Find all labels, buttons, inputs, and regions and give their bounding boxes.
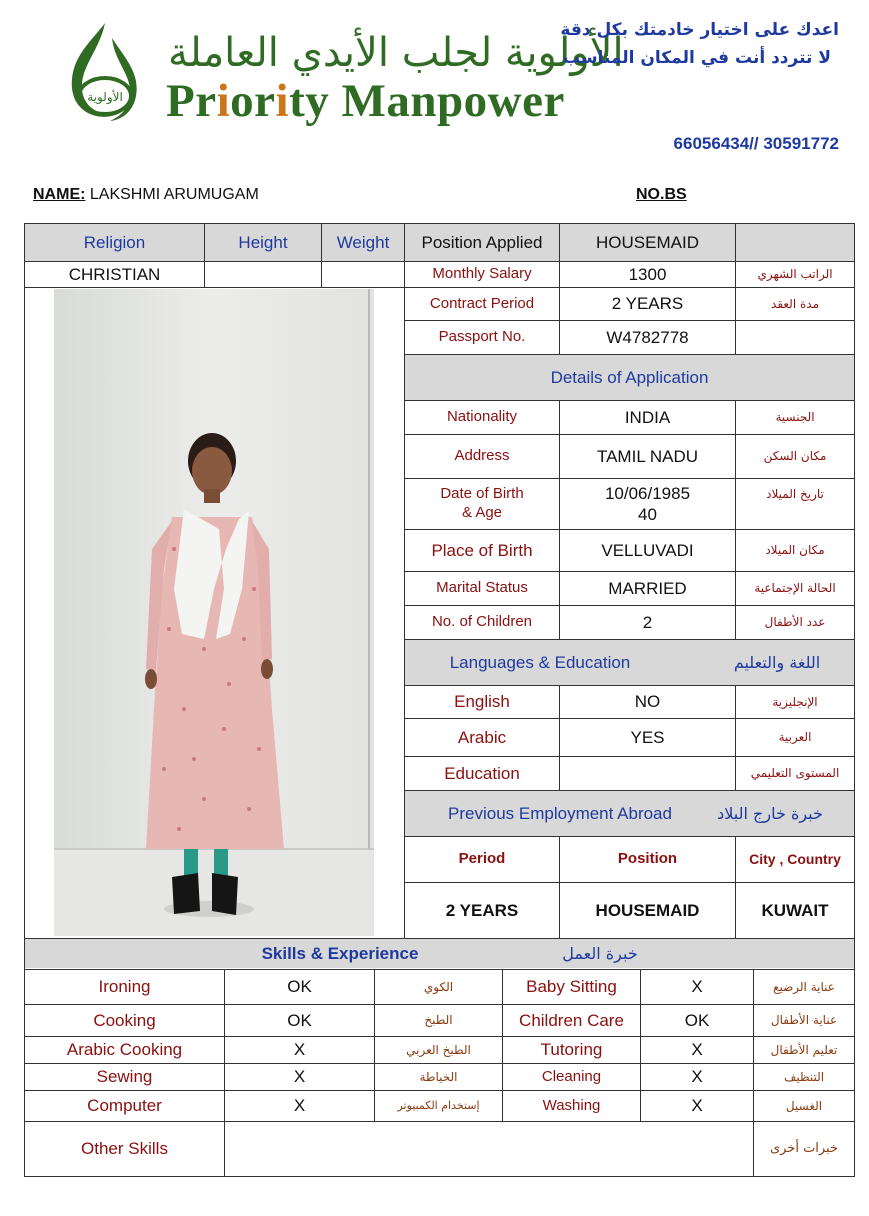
candidate-name-line bbox=[33, 186, 259, 204]
skill-ar-washing: الغسيل bbox=[785, 1098, 823, 1113]
dob-label-line2: & Age bbox=[461, 504, 503, 521]
skill-ar-cooking: الطبخ bbox=[424, 1013, 453, 1027]
skills-experience-header-ar: خبرة العمل bbox=[562, 944, 638, 963]
employment-country-value: KUWAIT bbox=[761, 900, 829, 920]
arabic-ar: العربية bbox=[778, 730, 812, 744]
slogan-line-1: اعدك على اختيار خادمتك بكل دقة bbox=[560, 20, 839, 40]
details-of-application-header: Details of Application bbox=[550, 367, 709, 387]
phone-numbers: 66056434// 30591772 bbox=[673, 134, 839, 153]
employment-period-value: 2 YEARS bbox=[445, 900, 519, 920]
religion-header: Religion bbox=[83, 232, 146, 252]
education-label: Education bbox=[444, 763, 520, 783]
candidate-photo bbox=[54, 289, 374, 936]
skill-label-tutoring: Tutoring bbox=[540, 1040, 603, 1060]
company-logo bbox=[50, 18, 150, 128]
reference-number-label: NO.BS bbox=[636, 186, 687, 203]
marital-status-value: MARRIED bbox=[608, 578, 687, 598]
name-label: NAME: bbox=[33, 186, 86, 203]
skill-label-cleaning: Cleaning bbox=[541, 1067, 602, 1085]
passport-label: Passport No. bbox=[438, 328, 526, 346]
skill-ar-sewing: الخياطة bbox=[419, 1069, 458, 1084]
skill-ar-cleaning: التنظيف bbox=[783, 1069, 825, 1084]
skill-label-children-care: Children Care bbox=[519, 1010, 624, 1030]
languages-education-header-ar: اللغة والتعليم bbox=[733, 652, 821, 672]
slogan-line-2: لا تتردد أنت في المكان المناسب bbox=[562, 48, 831, 68]
address-value: TAMIL NADU bbox=[596, 446, 699, 466]
company-name-arabic: الأولوية لجلب الأيدي العاملة bbox=[168, 30, 624, 76]
other-skills-value bbox=[225, 1122, 753, 1176]
english-ar: الإنجليزية bbox=[772, 694, 818, 709]
skill-ar-computer: إستخدام الكمبيوتر bbox=[397, 1099, 480, 1113]
period-column-header: Period bbox=[458, 850, 506, 868]
skill-value-tutoring: X bbox=[691, 1040, 703, 1060]
marital-status-label: Marital Status bbox=[436, 579, 528, 597]
education-ar: المستوى التعليمي bbox=[750, 766, 840, 780]
children-ar: عدد الأطفال bbox=[764, 615, 826, 629]
contract-period-ar: مدة العقد bbox=[771, 296, 819, 311]
other-skills-ar: خبرات أخرى bbox=[769, 1140, 839, 1156]
nationality-value: INDIA bbox=[624, 407, 671, 427]
skill-value-washing: X bbox=[691, 1096, 703, 1116]
passport-ar bbox=[736, 321, 854, 354]
address-ar: مكان السكن bbox=[763, 449, 827, 463]
height-header: Height bbox=[238, 232, 288, 252]
nationality-ar: الجنسية bbox=[775, 410, 815, 424]
children-value: 2 bbox=[642, 612, 653, 632]
dob-value bbox=[560, 479, 735, 529]
height-value bbox=[205, 262, 321, 287]
previous-employment-header: Previous Employment Abroad bbox=[448, 803, 672, 823]
skill-value-ironing: OK bbox=[287, 977, 312, 997]
dob-date: 10/06/1985 bbox=[604, 483, 691, 503]
skill-label-washing: Washing bbox=[542, 1096, 601, 1114]
skill-value-cleaning: X bbox=[691, 1067, 703, 1087]
position-applied-label: Position Applied bbox=[421, 232, 543, 252]
nationality-label: Nationality bbox=[446, 408, 518, 426]
place-of-birth-value: VELLUVADI bbox=[601, 540, 694, 560]
position-column-header: Position bbox=[617, 850, 678, 868]
marital-status-ar: الحالة الإجتماعية bbox=[754, 581, 836, 595]
skill-label-baby-sitting: Baby Sitting bbox=[526, 977, 617, 997]
weight-value bbox=[322, 262, 404, 287]
previous-employment-header-ar: خبرة خارج البلاد bbox=[717, 803, 823, 823]
contract-period-value: 2 YEARS bbox=[611, 294, 684, 314]
employment-position-value: HOUSEMAID bbox=[595, 900, 700, 920]
position-applied-value: HOUSEMAID bbox=[596, 232, 699, 252]
monthly-salary-ar: الراتب الشهري bbox=[757, 267, 833, 281]
other-skills-label: Other Skills bbox=[81, 1139, 168, 1159]
english-value: NO bbox=[634, 692, 661, 712]
arabic-value: YES bbox=[630, 727, 665, 747]
skills-experience-header: Skills & Experience bbox=[261, 944, 419, 964]
skill-value-sewing: X bbox=[293, 1067, 306, 1087]
age-value: 40 bbox=[638, 505, 657, 524]
logo-text: الأولوية bbox=[87, 90, 123, 104]
english-label: English bbox=[454, 692, 510, 712]
arabic-label: Arabic bbox=[457, 727, 507, 747]
place-of-birth-label: Place of Birth bbox=[431, 540, 533, 560]
skill-ar-children-care: عناية الأطفال bbox=[770, 1013, 838, 1027]
skill-label-sewing: Sewing bbox=[96, 1067, 153, 1087]
weight-header: Weight bbox=[336, 232, 390, 252]
city-country-column-header: City , Country bbox=[749, 850, 841, 867]
skill-label-ironing: Ironing bbox=[98, 977, 151, 997]
skill-label-computer: Computer bbox=[87, 1096, 162, 1116]
skill-ar-arabic-cooking: الطبخ العربي bbox=[406, 1042, 471, 1057]
passport-value: W4782778 bbox=[606, 327, 689, 347]
place-of-birth-ar: مكان الميلاد bbox=[765, 543, 825, 557]
dob-label bbox=[405, 479, 559, 529]
skill-ar-baby-sitting: عناية الرضيع bbox=[773, 979, 835, 994]
dob-ar: تاريخ الميلاد bbox=[766, 486, 824, 501]
skill-value-computer: X bbox=[293, 1096, 306, 1116]
company-name-english: Priority Manpower bbox=[166, 75, 565, 127]
dob-label-line1: Date of Birth bbox=[440, 485, 524, 503]
skill-value-cooking: OK bbox=[287, 1010, 312, 1030]
children-label: No. of Children bbox=[431, 613, 533, 631]
skill-value-baby-sitting: X bbox=[691, 977, 703, 997]
address-label: Address bbox=[454, 447, 510, 465]
candidate-name: LAKSHMI ARUMUGAM bbox=[89, 186, 259, 203]
skill-value-children-care: OK bbox=[684, 1010, 710, 1030]
skill-ar-ironing: الكوي bbox=[423, 979, 454, 994]
skill-label-cooking: Cooking bbox=[93, 1010, 156, 1030]
skill-value-arabic-cooking: X bbox=[293, 1040, 306, 1060]
monthly-salary-label: Monthly Salary bbox=[432, 265, 532, 283]
contract-period-label: Contract Period bbox=[429, 294, 535, 312]
religion-value: CHRISTIAN bbox=[68, 264, 161, 284]
skill-ar-tutoring: تعليم الأطفال bbox=[770, 1042, 838, 1057]
skill-label-arabic-cooking: Arabic Cooking bbox=[66, 1040, 183, 1060]
monthly-salary-value: 1300 bbox=[628, 264, 667, 284]
languages-education-header: Languages & Education bbox=[449, 652, 631, 672]
education-value bbox=[560, 757, 735, 790]
